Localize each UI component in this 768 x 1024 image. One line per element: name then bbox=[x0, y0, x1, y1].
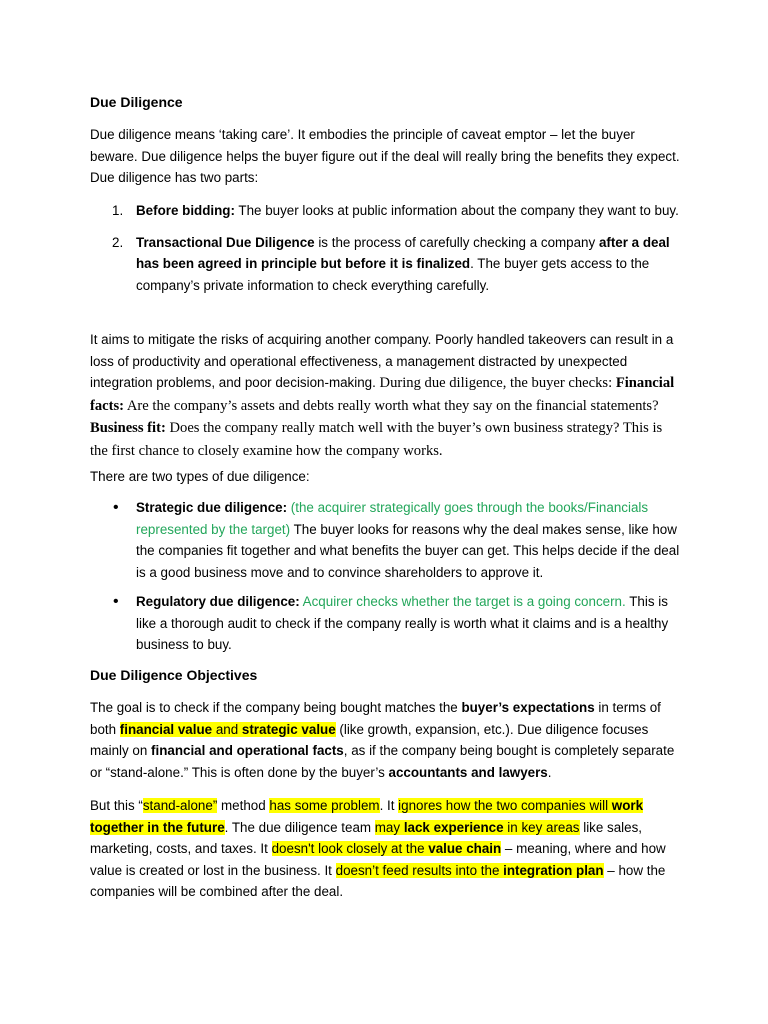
highlight-and: and bbox=[212, 721, 242, 737]
list-item bbox=[90, 591, 680, 656]
list-item-text: . The buyer gets access to the company’s private information to check everything carefully. bbox=[136, 256, 650, 293]
standalone-text: . The due diligence team bbox=[224, 819, 375, 835]
business-fit-text: Does the company really match well with the buyer’s own business strategy? This is the first chance to closely examine how the company works. bbox=[90, 420, 663, 459]
highlight-text: may bbox=[374, 819, 404, 835]
standalone-text: – meaning, where and how value is created or lost in the business. It bbox=[90, 841, 666, 878]
standalone-paragraph bbox=[90, 795, 680, 903]
risks-text-serif: During due diligence, the buyer checks: bbox=[379, 375, 616, 391]
highlight-bold: lack experience bbox=[403, 819, 504, 835]
standalone-text: But this “ bbox=[90, 798, 143, 813]
standalone-text: method bbox=[217, 798, 270, 813]
list-item-text: The buyer looks at public information about the company they want to buy. bbox=[234, 203, 679, 218]
list-item bbox=[90, 497, 680, 583]
list-number: 1. bbox=[112, 203, 124, 218]
bullet-marker: • bbox=[113, 499, 119, 516]
list-item-bold: after a deal has been agreed in principle but before it is finalized bbox=[136, 234, 670, 271]
highlight-text: doesn't look closely at the bbox=[271, 841, 429, 856]
goal-text: , as if the company being bought is completely separate or “stand-alone.” This is often done by the buyer’s bbox=[90, 743, 675, 780]
goal-paragraph bbox=[90, 697, 680, 783]
highlight-text: doesn’t feed results into the bbox=[335, 862, 504, 878]
standalone-text: like sales, marketing, costs, and taxes. It bbox=[90, 819, 643, 856]
financial-facts-text: Are the company’s assets and debts really worth what they say on the financial statements? bbox=[124, 397, 659, 414]
types-intro: There are two types of due diligence: bbox=[90, 469, 310, 484]
list-item-text: The buyer looks for reasons why the deal makes sense, like how the companies fit together and what benefits the buyer can get. This helps decide if the deal is a good business move and to convince shareholders to approve it. bbox=[136, 521, 680, 580]
list-number: 2. bbox=[112, 234, 124, 250]
standalone-text: . It bbox=[379, 798, 399, 813]
parts-list bbox=[90, 200, 680, 296]
goal-bold: accountants and lawyers bbox=[388, 764, 548, 780]
list-item bbox=[90, 232, 680, 297]
intro-paragraph: Due diligence means ‘taking care’. It embodies the principle of caveat emptor – let the buyer beware. Due diligence helps the buyer figure out if the deal will really bring the benefits they expect. Due diligence has two parts: bbox=[90, 127, 680, 185]
list-item bbox=[90, 200, 680, 222]
financial-facts-label: Financial facts: bbox=[90, 375, 675, 414]
highlight-bold: work together in the future bbox=[90, 798, 644, 835]
list-item-title: Strategic due diligence: bbox=[136, 500, 288, 515]
list-item-text: This is like a thorough audit to check if the company really is worth what it claims and is a healthy business to buy. bbox=[136, 594, 669, 652]
goal-text: (like growth, expansion, etc.). Due diligence focuses mainly on bbox=[90, 721, 649, 758]
list-item-text: is the process of carefully checking a company bbox=[314, 234, 599, 250]
highlight-text: ignores how the two companies will bbox=[398, 798, 612, 813]
risks-text: It aims to mitigate the risks of acquiring another company. Poorly handled takeovers can result in a loss of productivity and operational effectiveness, a management distracted by unexpected integration problems, and poor decision-making. bbox=[90, 332, 674, 390]
list-item-title: Regulatory due diligence: bbox=[136, 594, 300, 609]
green-note: Acquirer checks whether the target is a going concern. bbox=[299, 594, 626, 609]
highlight-text: has some problem bbox=[269, 798, 380, 813]
highlight-bold: integration plan bbox=[503, 862, 604, 878]
list-item-title: Transactional Due Diligence bbox=[136, 234, 315, 250]
highlight-text: stand-alone” bbox=[142, 798, 218, 813]
highlight-financial-value: financial value bbox=[119, 721, 213, 737]
list-item-title: Before bidding: bbox=[136, 203, 235, 218]
bullet-marker: • bbox=[113, 593, 119, 610]
green-note: (the acquirer strategically goes through the books/Financials represented by the target) bbox=[136, 500, 649, 537]
goal-text: in terms of both bbox=[90, 700, 661, 737]
business-fit-label: Business fit: bbox=[90, 420, 166, 436]
heading-objectives: Due Diligence Objectives bbox=[90, 667, 258, 683]
types-list bbox=[90, 497, 680, 656]
standalone-text: – how the companies will be combined after the deal. bbox=[90, 862, 666, 899]
goal-text: The goal is to check if the company being bought matches the bbox=[90, 700, 462, 715]
highlight-strategic-value: strategic value bbox=[241, 721, 336, 737]
goal-bold: buyer’s expectations bbox=[461, 700, 595, 715]
risks-paragraph bbox=[90, 329, 680, 462]
goal-bold: financial and operational facts bbox=[151, 743, 344, 758]
goal-text: . bbox=[547, 764, 552, 780]
highlight-bold: value chain bbox=[428, 841, 502, 856]
heading-due-diligence: Due Diligence bbox=[90, 94, 183, 110]
highlight-text: in key areas bbox=[503, 819, 580, 835]
